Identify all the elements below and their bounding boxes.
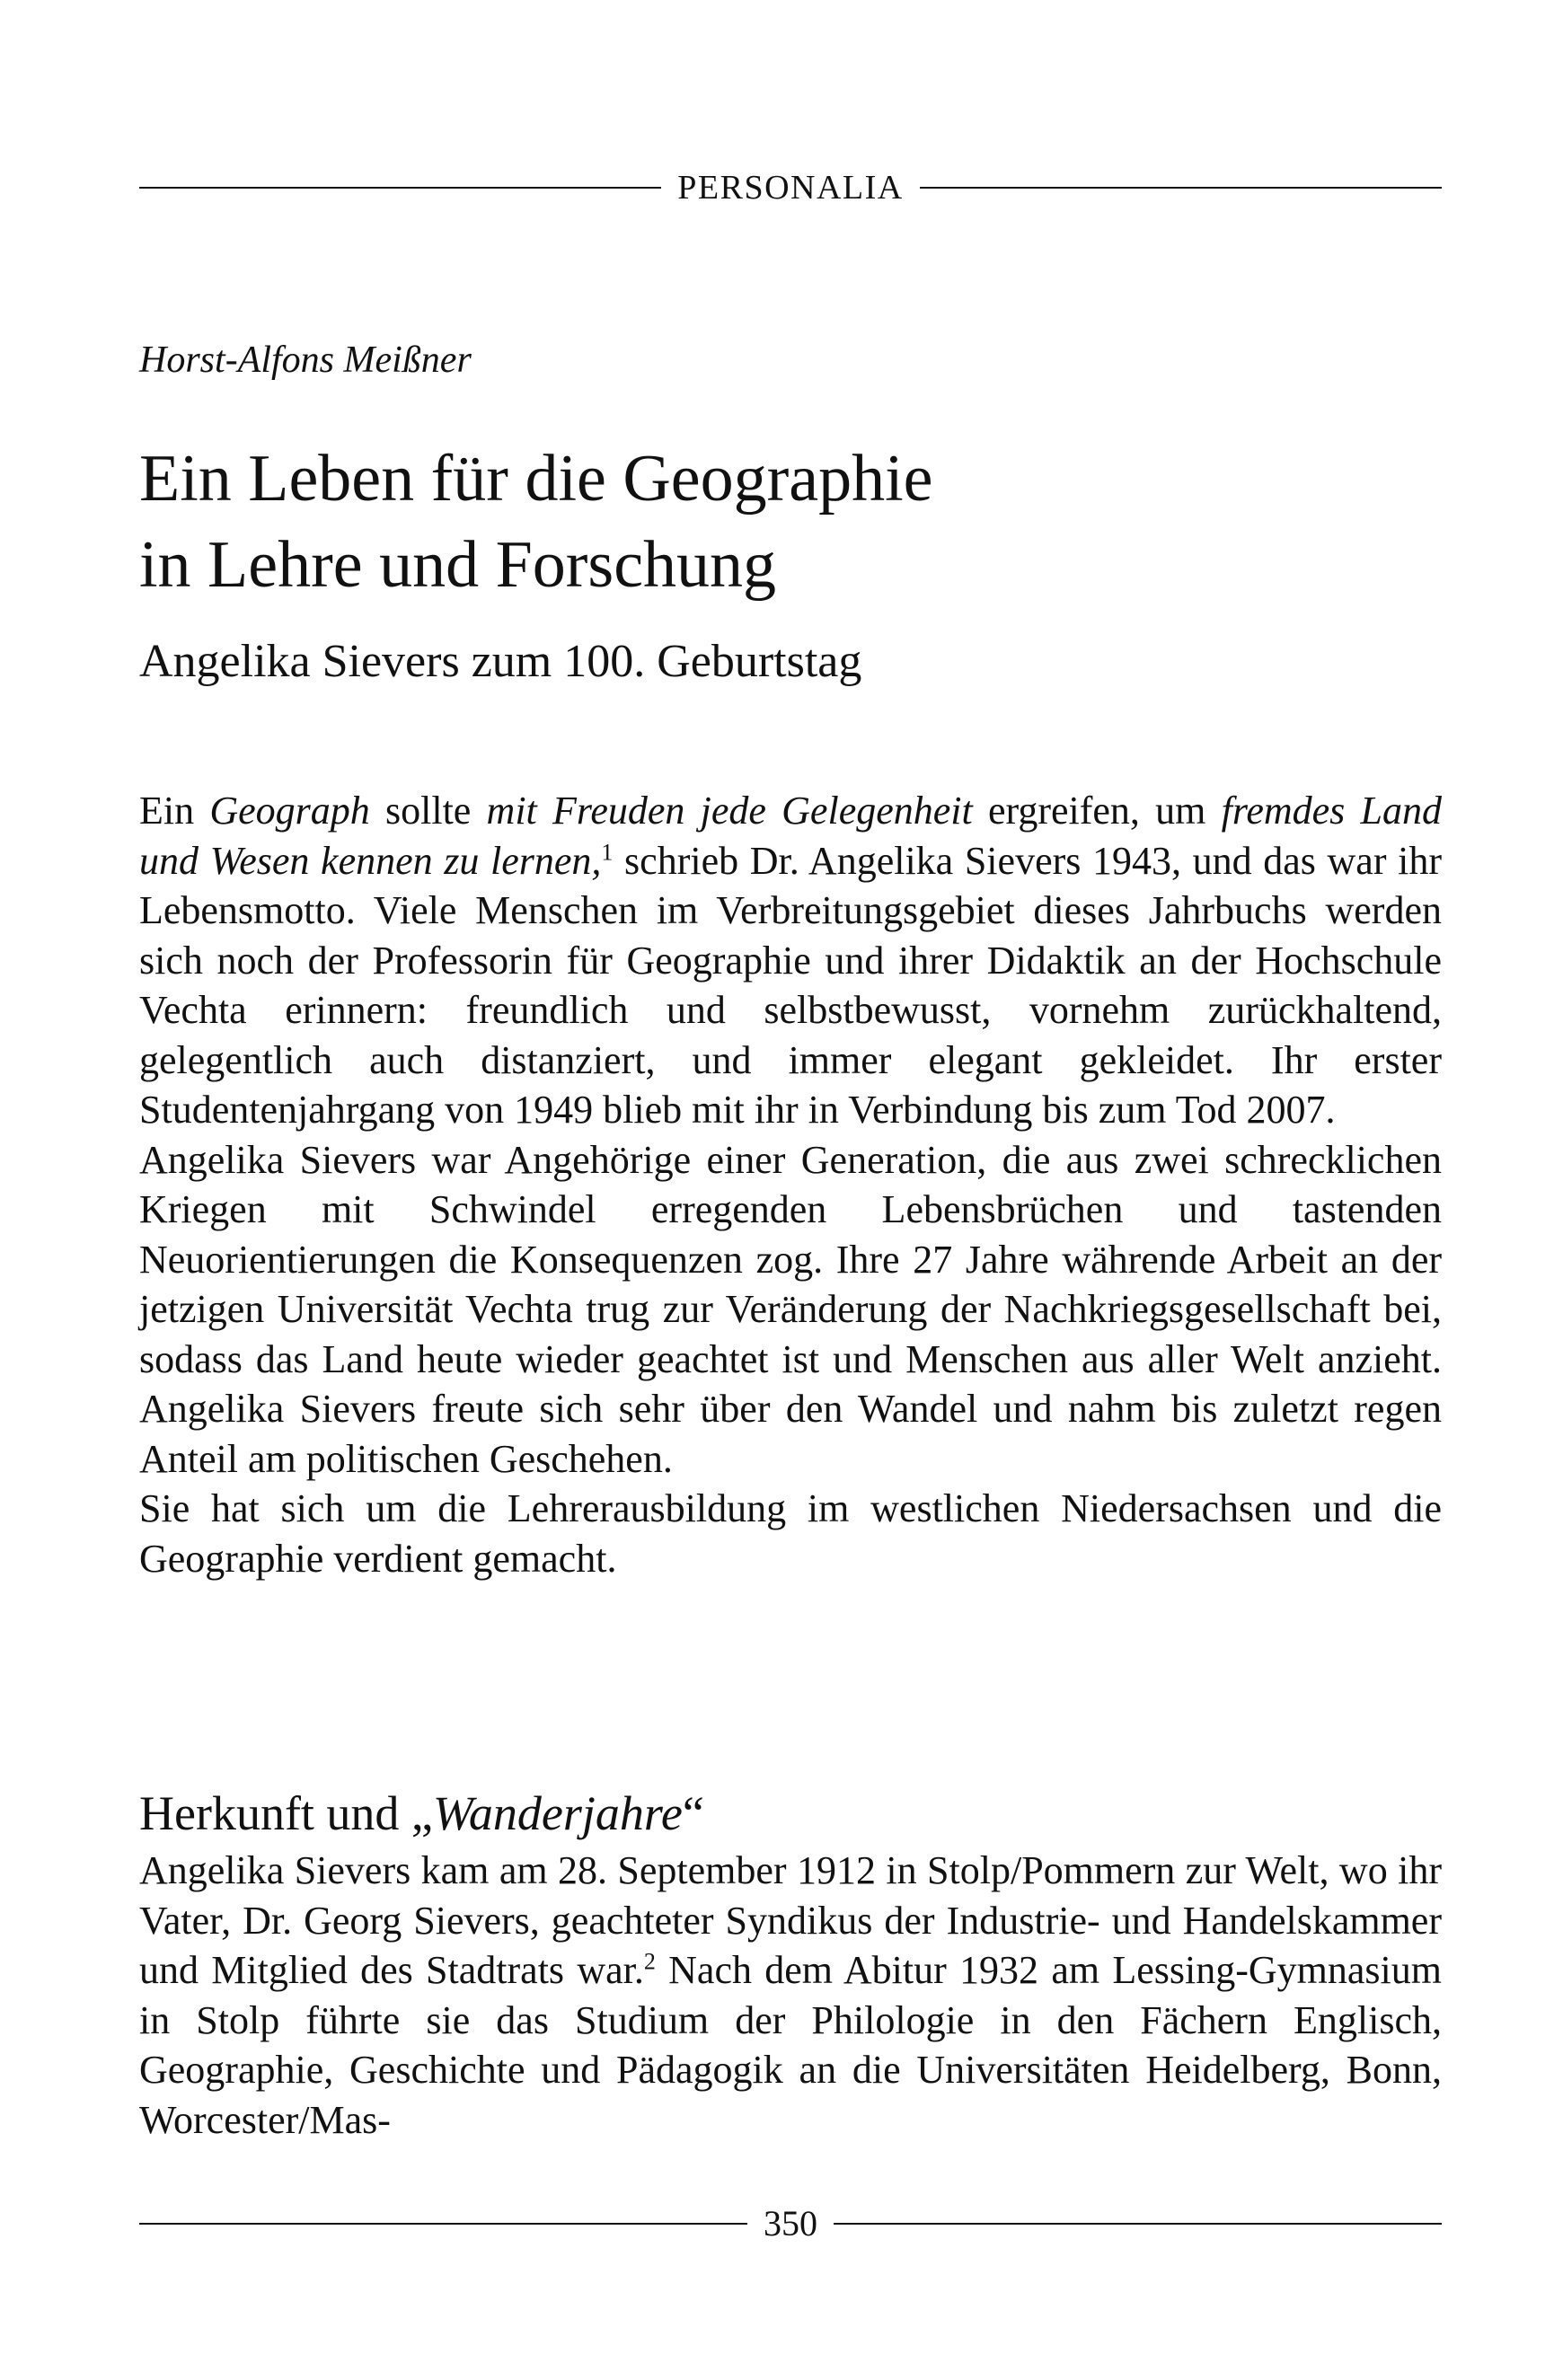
intro-paragraph-2: Angelika Sievers war Angehörige einer Generation, die aus zwei schrecklichen Kriegen mit Schwindel erregenden Lebensbrüchen und tastenden Neuorientierungen die Konsequenzen zog. Ihre 27 Jahre währende Arbeit an der jetzigen Universität Vechta trug zur Veränderung der Nachkriegsgesellschaft bei, sodass das Land heute wieder geachtet ist und Menschen aus aller Welt anzieht. Angelika Sievers freute sich sehr über den Wandel und nahm bis zuletzt regen Anteil am politischen Geschehen. bbox=[139, 1137, 1442, 1481]
heading-text: “ bbox=[682, 1786, 704, 1840]
section-label: PERSONALIA bbox=[677, 169, 904, 207]
header-rule-right bbox=[920, 187, 1442, 189]
intro-text bbox=[139, 786, 1442, 1583]
text-run: Nach dem Abitur 1932 am Lessing-Gymnasium in Stolp führte sie das Studium der Philologie in den Fächern Englisch, Geographie, Geschichte und Pädagogik an die Universitäten Heidelberg, Bonn, Worcester/Mas- bbox=[139, 1948, 1442, 2142]
text-run: ergreifen, um bbox=[972, 789, 1222, 833]
footer-rule-right bbox=[834, 2223, 1442, 2225]
section-text bbox=[139, 1846, 1442, 2145]
heading-italic-text: Wanderjahre bbox=[432, 1786, 683, 1840]
intro-paragraph-3: Sie hat sich um die Lehrerausbildung im westlichen Niedersachsen und die Geographie verdient gemacht. bbox=[139, 1486, 1442, 1581]
article-subtitle: Angelika Sievers zum 100. Geburtstag bbox=[139, 636, 862, 687]
section-heading bbox=[139, 1787, 704, 1840]
text-run: schrieb Dr. Angelika Sievers 1943, und das war ihr Lebensmotto. Viele Menschen im Verbreitungsgebiet dieses Jahrbuchs werden sich noch der Professorin für Geographie und ihrer Didaktik an der Hochschule Vechta erinnern: freundlich und selbstbewusst, vornehm zurückhaltend, gelegentlich auch distanziert, und immer elegant gekleidet. Ihr erster Studentenjahrgang von 1949 blieb mit ihr in Verbindung bis zum Tod 2007. bbox=[139, 838, 1442, 1132]
footnote-marker: 1 bbox=[601, 838, 614, 865]
section-paragraph-1 bbox=[139, 1846, 1442, 2145]
text-run: sollte bbox=[369, 789, 487, 833]
page-number: 350 bbox=[764, 2203, 817, 2243]
title-line-1: Ein Leben für die Geographie bbox=[139, 442, 933, 516]
italic-quote: Geograph bbox=[209, 789, 370, 833]
page-footer bbox=[139, 2203, 1442, 2243]
title-line-2: in Lehre und Forschung bbox=[139, 528, 777, 602]
italic-quote: fremdes Land und Wesen kennen zu lernen, bbox=[139, 789, 1442, 883]
article-title bbox=[139, 436, 933, 608]
text-run: Angelika Sievers kam am 28. September 1912 in Stolp/Pommern zur Welt, wo ihr Vater, Dr. Georg Sievers, geachteter Syndikus der Industrie- und Handelskammer und Mitglied des Stadtrats war. bbox=[139, 1848, 1442, 1992]
running-header bbox=[139, 171, 1442, 205]
header-rule-left bbox=[139, 187, 661, 189]
author-name: Horst-Alfons Meißner bbox=[139, 339, 472, 381]
intro-paragraph-1 bbox=[139, 786, 1442, 1135]
heading-text: Herkunft und „ bbox=[139, 1786, 433, 1840]
footer-rule-left bbox=[139, 2223, 747, 2225]
text-run: Ein bbox=[139, 789, 210, 833]
footnote-marker: 2 bbox=[643, 1948, 656, 1975]
italic-quote: mit Freuden jede Gelegenheit bbox=[486, 789, 973, 833]
